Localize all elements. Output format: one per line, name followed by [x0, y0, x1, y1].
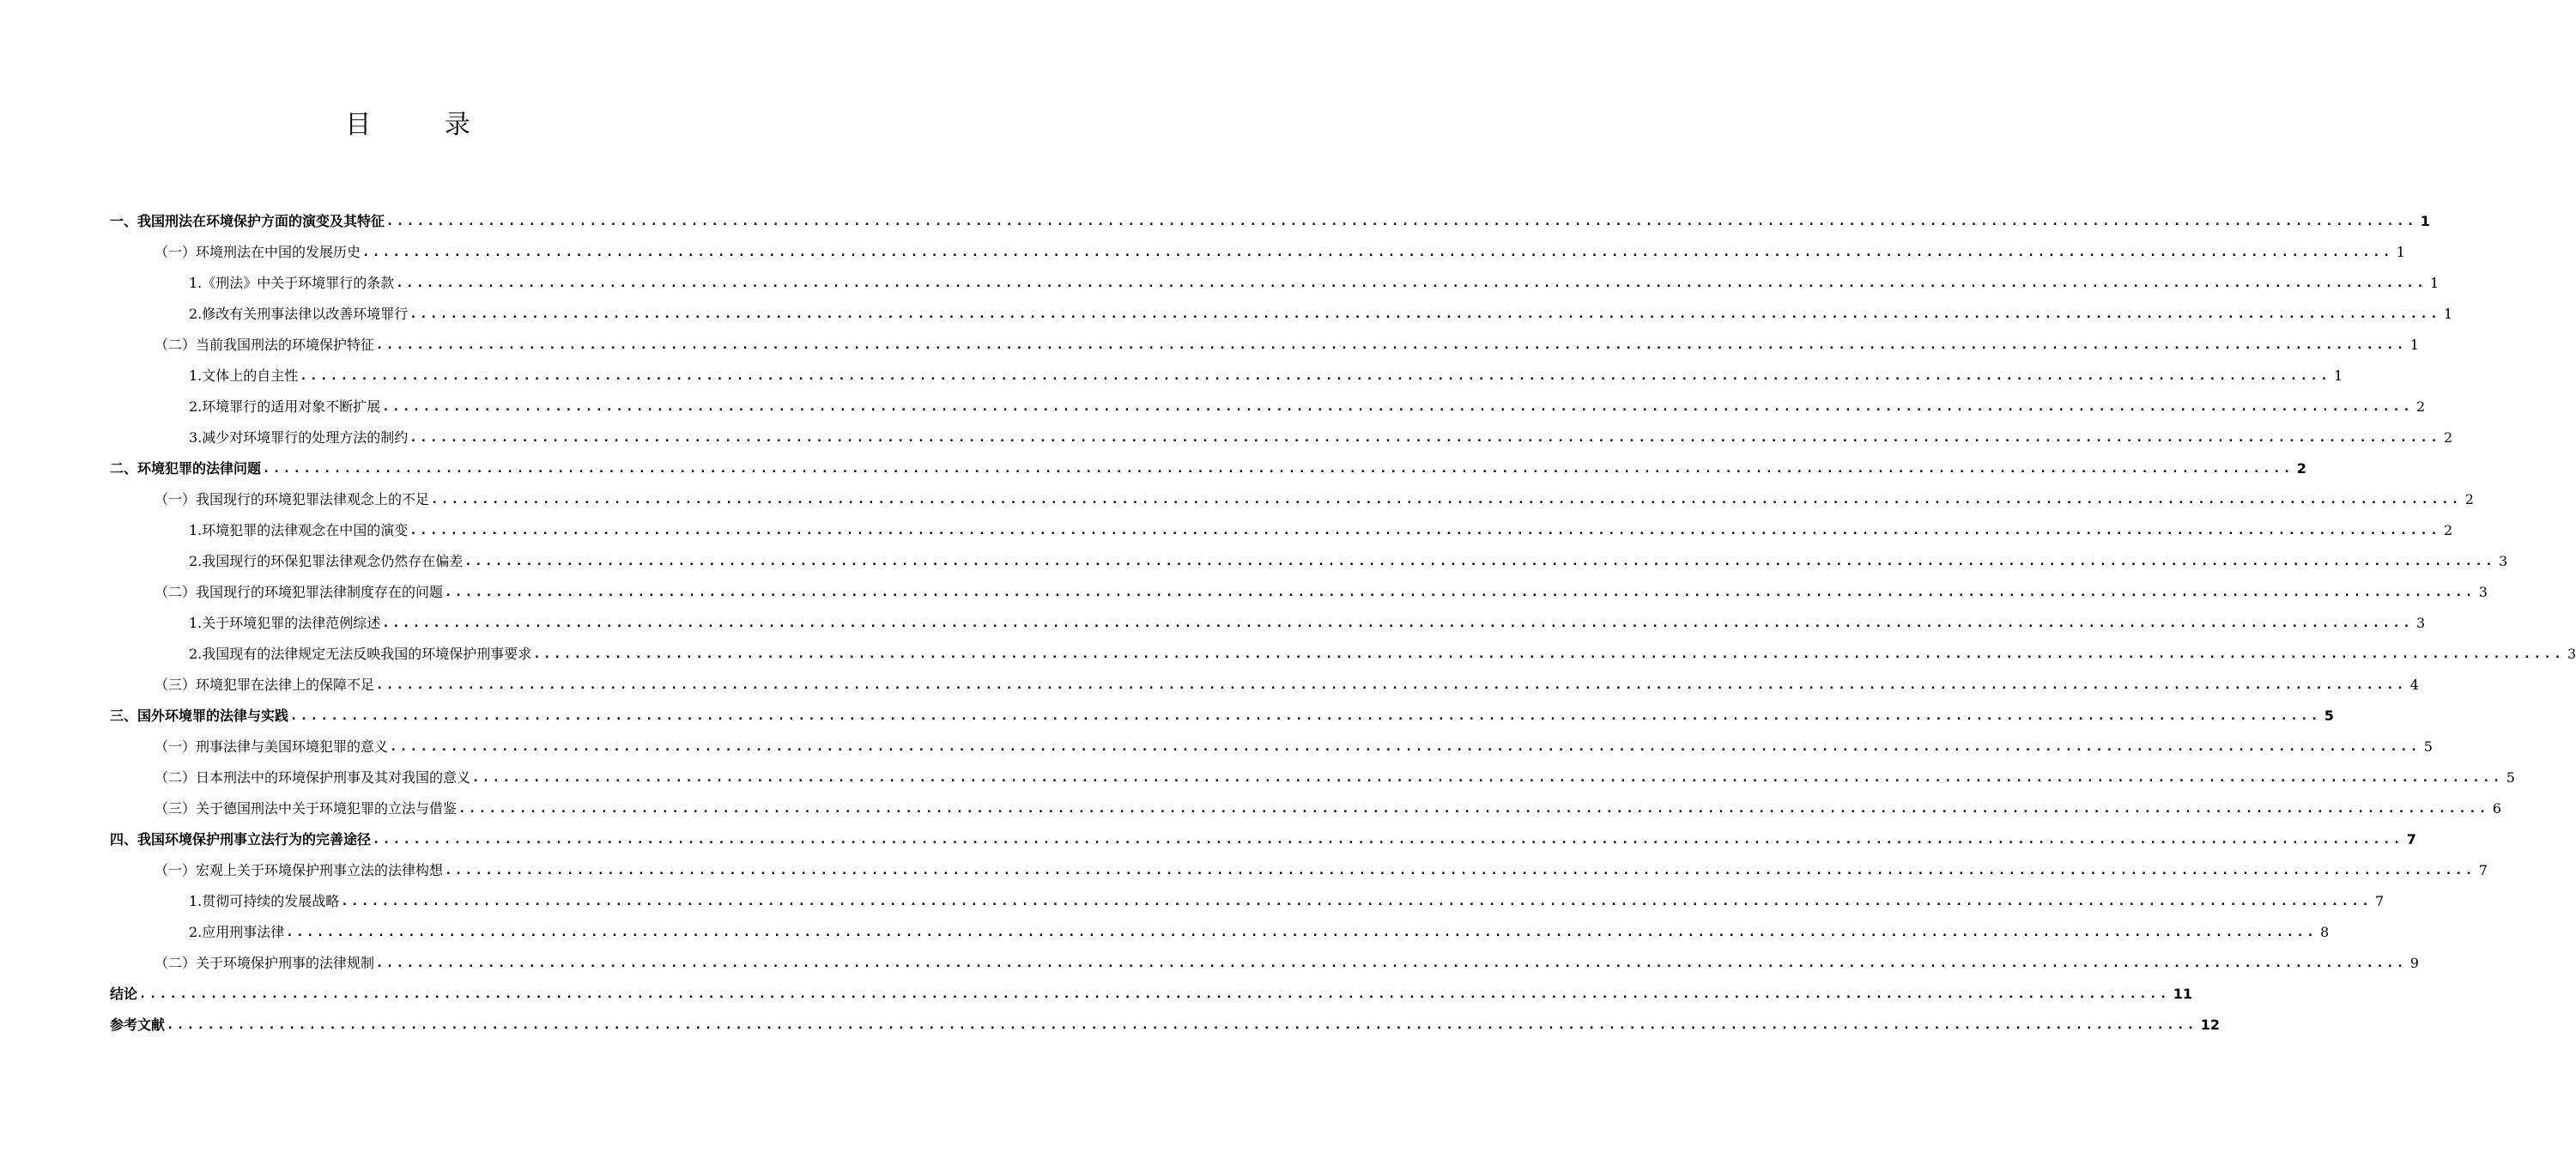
- toc-page-number: 1: [2334, 367, 2343, 384]
- toc-dot-leader: ........................................................................................................................................................................................................: [286, 926, 2318, 939]
- toc-entry-title: （二）当前我国刑法的环境保护特征: [155, 337, 375, 353]
- toc-entry[interactable]: [110, 422, 2453, 453]
- toc-dot-leader: ........................................................................................................................................................................................................: [290, 709, 2321, 723]
- toc-entry-title: 2.应用刑事法律: [189, 924, 285, 940]
- toc-entry[interactable]: [110, 948, 2419, 979]
- toc-page-number: 7: [2478, 862, 2488, 878]
- toc-dot-leader: ........................................................................................................................................................................................................: [167, 1018, 2197, 1032]
- toc-page-number: 7: [2406, 831, 2416, 847]
- toc-entry[interactable]: [110, 515, 2453, 546]
- toc-entry-title: （三）关于德国刑法中关于环境犯罪的立法与借鉴: [155, 800, 458, 817]
- toc-page-number: 4: [2409, 677, 2419, 693]
- toc-dot-leader: ........................................................................................................................................................................................................: [376, 678, 2407, 692]
- toc-entry-title: 1.环境犯罪的法律观念在中国的演变: [189, 522, 409, 538]
- toc-entry[interactable]: [110, 206, 2430, 237]
- toc-dot-leader: ........................................................................................................................................................................................................: [445, 864, 2476, 878]
- toc-page-number: 2: [2444, 429, 2453, 446]
- toc-dot-leader: ........................................................................................................................................................................................................: [409, 524, 2441, 538]
- toc-entry[interactable]: [110, 299, 2453, 330]
- toc-entry-title: （二）关于环境保护刑事的法律规制: [155, 955, 375, 971]
- toc-entry-title: 四、我国环境保护刑事立法行为的完善途径: [110, 831, 372, 847]
- toc-dot-leader: ........................................................................................................................................................................................................: [300, 369, 2331, 383]
- toc-dot-leader: ........................................................................................................................................................................................................: [445, 586, 2476, 599]
- toc-page-number: 3: [2499, 553, 2508, 569]
- toc-entry[interactable]: [110, 546, 2508, 577]
- toc-entry[interactable]: [110, 670, 2419, 701]
- toc-dot-leader: ........................................................................................................................................................................................................: [409, 431, 2441, 445]
- toc-dot-leader: ........................................................................................................................................................................................................: [373, 833, 2403, 847]
- toc-entry[interactable]: [110, 608, 2426, 639]
- toc-entry[interactable]: [110, 855, 2488, 886]
- toc-entry-title: 2.我国现行的环保犯罪法律观念仍然存在偏差: [189, 553, 464, 569]
- toc-page-number: 7: [2375, 893, 2385, 909]
- toc-dot-leader: ........................................................................................................................................................................................................: [382, 400, 2414, 414]
- toc-page-number: 12: [2200, 1017, 2221, 1033]
- toc-entry-title: 参考文献: [110, 1017, 166, 1033]
- toc-page-number: 9: [2409, 955, 2419, 971]
- toc-page-number: 2: [2416, 398, 2426, 415]
- toc-page-number: 2: [2464, 491, 2474, 507]
- toc-page-number: 1: [2444, 306, 2453, 322]
- toc-entry-title: （一）宏观上关于环境保护刑事立法的法律构想: [155, 862, 444, 878]
- toc-entry[interactable]: [110, 330, 2419, 361]
- toc-dot-leader: ........................................................................................................................................................................................................: [472, 771, 2503, 785]
- toc-entry[interactable]: [110, 639, 2576, 670]
- toc-entry[interactable]: [110, 237, 2405, 268]
- toc-entry-title: 2.修改有关刑事法律以改善环境罪行: [189, 306, 409, 322]
- toc-page-number: 5: [2506, 769, 2515, 786]
- toc-page-number: 2: [2296, 460, 2306, 477]
- toc-entry-title: （一）我国现行的环境犯罪法律观念上的不足: [155, 491, 430, 507]
- toc-page-number: 3: [2478, 584, 2488, 600]
- toc-dot-leader: ........................................................................................................................................................................................................: [341, 895, 2373, 908]
- toc-dot-leader: ........................................................................................................................................................................................................: [362, 246, 2393, 259]
- toc-entry-title: 1.文体上的自主性: [189, 367, 299, 384]
- toc-dot-leader: ........................................................................................................................................................................................................: [386, 215, 2417, 228]
- toc-dot-leader: ........................................................................................................................................................................................................: [139, 987, 2170, 1001]
- toc-page-number: 2: [2444, 522, 2453, 538]
- toc-entry[interactable]: [110, 484, 2474, 515]
- toc-entry-title: 2.我国现有的法律规定无法反映我国的环境保护刑事要求: [189, 646, 532, 662]
- toc-page-number: 1: [2420, 213, 2430, 229]
- toc-page-number: 1: [2409, 337, 2419, 353]
- toc-dot-leader: ........................................................................................................................................................................................................: [533, 647, 2565, 661]
- toc-entry[interactable]: [110, 268, 2440, 299]
- toc-dot-leader: ........................................................................................................................................................................................................: [431, 493, 2462, 507]
- toc-entry[interactable]: [110, 762, 2515, 793]
- table-of-contents: [110, 206, 2576, 1041]
- toc-page-number: 1: [2430, 275, 2440, 291]
- toc-entry[interactable]: [110, 392, 2426, 422]
- toc-entry-title: 三、国外环境罪的法律与实践: [110, 708, 289, 724]
- toc-page-number: 6: [2492, 800, 2501, 817]
- toc-entry[interactable]: [110, 979, 2193, 1010]
- toc-entry[interactable]: [110, 917, 2330, 948]
- toc-dot-leader: ........................................................................................................................................................................................................: [376, 957, 2407, 970]
- toc-entry-title: 结论: [110, 986, 138, 1002]
- toc-dot-leader: ........................................................................................................................................................................................................: [396, 276, 2428, 290]
- toc-entry-title: （一）刑事法律与美国环境犯罪的意义: [155, 738, 389, 755]
- toc-entry-title: （二）日本刑法中的环境保护刑事及其对我国的意义: [155, 769, 471, 786]
- toc-entry-title: 1.《刑法》中关于环境罪行的条款: [189, 275, 395, 291]
- toc-entry-title: 二、环境犯罪的法律问题: [110, 460, 262, 477]
- toc-dot-leader: ........................................................................................................................................................................................................: [458, 802, 2489, 816]
- toc-entry-title: （二）我国现行的环境犯罪法律制度存在的问题: [155, 584, 444, 600]
- toc-entry[interactable]: [110, 1010, 2221, 1041]
- toc-entry-title: 1.关于环境犯罪的法律范例综述: [189, 615, 381, 631]
- toc-entry[interactable]: [110, 886, 2385, 917]
- toc-entry[interactable]: [110, 793, 2501, 824]
- toc-dot-leader: ........................................................................................................................................................................................................: [382, 616, 2414, 630]
- toc-entry[interactable]: [110, 577, 2488, 608]
- toc-entry-title: 1.贯彻可持续的发展战略: [189, 893, 340, 909]
- toc-page-number: 3: [2567, 646, 2576, 662]
- toc-dot-leader: ........................................................................................................................................................................................................: [390, 740, 2421, 754]
- page-title: 目 录: [345, 110, 503, 140]
- toc-entry-title: 一、我国刑法在环境保护方面的演变及其特征: [110, 213, 385, 229]
- toc-entry-title: 3.减少对环境罪行的处理方法的制约: [189, 429, 409, 446]
- toc-page-number: 11: [2173, 986, 2193, 1002]
- toc-dot-leader: ........................................................................................................................................................................................................: [263, 462, 2294, 476]
- toc-page-number: 3: [2416, 615, 2426, 631]
- toc-dot-leader: ........................................................................................................................................................................................................: [376, 338, 2407, 352]
- toc-dot-leader: ........................................................................................................................................................................................................: [464, 555, 2496, 568]
- toc-entry[interactable]: [110, 732, 2433, 762]
- toc-entry-title: （一）环境刑法在中国的发展历史: [155, 244, 361, 260]
- toc-entry[interactable]: [110, 361, 2343, 392]
- toc-entry-title: 2.环境罪行的适用对象不断扩展: [189, 398, 381, 415]
- toc-entry[interactable]: [110, 453, 2306, 484]
- toc-page-number: 5: [2324, 708, 2334, 724]
- toc-entry[interactable]: [110, 701, 2334, 732]
- toc-entry[interactable]: [110, 824, 2416, 855]
- toc-entry-title: （三）环境犯罪在法律上的保障不足: [155, 677, 375, 693]
- toc-page-number: 5: [2423, 738, 2433, 755]
- toc-page-number: 1: [2396, 244, 2405, 260]
- toc-dot-leader: ........................................................................................................................................................................................................: [409, 307, 2441, 321]
- toc-page-number: 8: [2320, 924, 2330, 940]
